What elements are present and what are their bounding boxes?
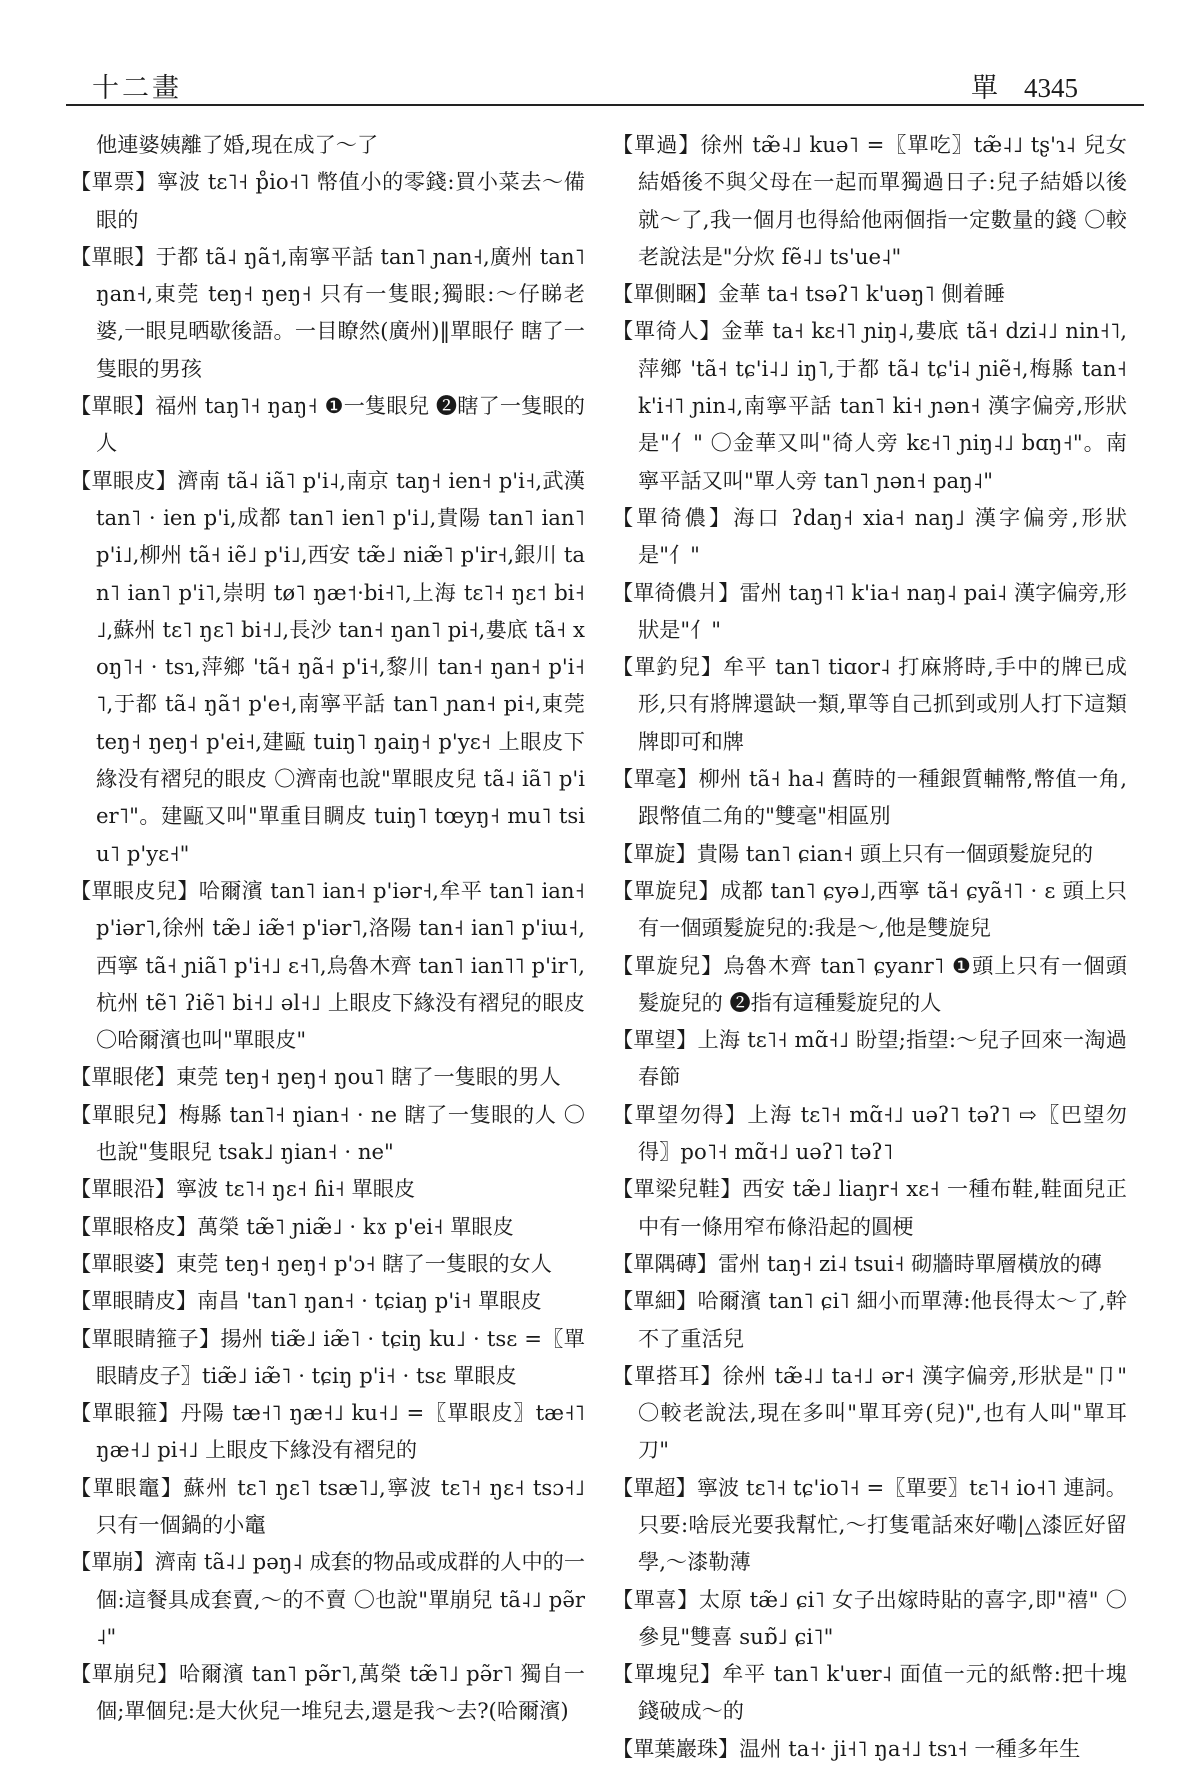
dictionary-entry: 【單望勿得】上海 tɛ˥˧ mɑ̃˧˩ uəʔ˥ təʔ˥ ⇨〖巴望勿得〗po˥˧ mɑ̃˧˩ uəʔ˥ təʔ˥ xyxy=(612,1101,1127,1165)
dictionary-entry: 【單隅磚】雷州 taŋ˧ zi˨ tsui˧ 砌牆時單層橫放的磚 xyxy=(612,1250,1102,1276)
dictionary-entry: 【單細】哈爾濱 tan˥ ɕi˥ 細小而單薄:他長得太～了,幹不了重活兒 xyxy=(612,1288,1127,1351)
dictionary-entry: 【單崩】濟南 tã˨˩ pəŋ˨ 成套的物品或成群的人中的一個:這餐具成套賣,～的不賣 〇也說"單崩兒 tã˨˩ pə̃r˨" xyxy=(70,1549,586,1649)
dictionary-entry: 【單過】徐州 tæ̃˨˩ kuə˥ =〖單吃〗tæ̃˨˩ tʂ'ɿ˨ 兒女結婚後不與父母在一起而單獨過日子:兒子結婚以後就～了,我一個月也得給他兩個指一定數量的錢 〇較老說法是"分炊 fẽ˨˩ ts'ue˨" xyxy=(612,132,1127,269)
dictionary-entry: 【單眼皮】濟南 tã˨ iã˥ p'i˨,南京 taŋ˧ ien˧ p'i˧,武漢 tan˥ · ien p'i,成都 tan˥ ien˥ p'i˩,貴陽 tan˥ ian˥ p'i˩,柳州 tã˧ iẽ˩ p'i˩,西安 tæ̃˩ niæ̃˥ p'ir˧,銀川 tan˥ ian˥ p'i˥,崇明 tø˥ ŋæ˦·bi˧˥,上海 tɛ˥˧ ŋɛ˦ bi˧˩,蘇州 tɛ˥ ŋɛ˥ bi˧˩,長沙 tan˧ ŋan˥ pi˧,婁底 tã˧ xoŋ˥˧ · tsɿ,萍鄉 'tã˧ ŋã˧ p'i˧,黎川 tan˧ ŋan˧ p'i˧˥,于都 tã˨ ŋã˦ p'e˧,南寧平話 tan˥ ɲan˧ pi˧,東莞 teŋ˧ ŋeŋ˧ p'ei˧,建甌 tuiŋ˥ ŋaiŋ˧ p'yɛ˧ 上眼皮下緣没有褶兒的眼皮 〇濟南也說"單眼皮兒 tã˨ iã˥ p'ier˥"。建甌又叫"單重目睭皮 tuiŋ˥ tœyŋ˧ mu˥ tsiu˥ p'yɛ˧" xyxy=(70,467,585,866)
dictionary-entry: 【單眼兒】梅縣 tan˥˧ ŋian˧ · ne 瞎了一隻眼的人 〇也說"隻眼兒 tsak˩ ŋian˧ · ne" xyxy=(70,1101,585,1165)
dictionary-entry: 【單超】寧波 tɛ˥˧ tɕ'io˥˧ =〖單要〗tɛ˥˧ io˧˥ 連詞。只要:啥辰光要我幫忙,～打隻電話來好嘞|△漆匠好留學,～漆勒薄 xyxy=(612,1474,1127,1575)
dictionary-entry: 【單梁兒鞋】西安 tæ̃˩ liaŋr˧ xɛ˧ 一種布鞋,鞋面兒正中有一條用窄布條沿起的圓梗 xyxy=(612,1176,1127,1239)
dictionary-entry: 【單側睏】金華 ta˧ tsəʔ˥ k'uəŋ˥ 側着睡 xyxy=(612,281,1006,307)
dictionary-entry: 【單票】寧波 tɛ˥˧ p̊io˧˥ 幣值小的零錢:買小菜去～備眼的 xyxy=(70,169,585,232)
dictionary-entry: 【單釣兒】牟平 tan˥ tiɑor˨ 打麻將時,手中的牌已成形,只有將牌還缺一類,單等自己抓到或別人打下這類牌即可和牌 xyxy=(612,654,1127,754)
dictionary-entry: 【單眼婆】東莞 teŋ˧ ŋeŋ˧ p'ɔ˧ 瞎了一隻眼的女人 xyxy=(70,1250,552,1276)
dictionary-entry: 【單旋兒】烏魯木齊 tan˥ ɕyanr˥ ❶頭上只有一個頭髮旋兒的 ❷指有這種髮旋兒的人 xyxy=(612,952,1127,1015)
dictionary-entry: 【單徛人】金華 ta˧ kɛ˧˥ ɲiŋ˨,婁底 tã˧ dzi˨˩ nin˧˥,萍鄉 'tã˧ tɕ'i˨˩ iŋ˥,于都 tã˨ tɕ'i˨ ɲiẽ˧,梅縣 tan˧ k'i˧˥ ɲin˨,南寧平話 tan˥ ki˧ ɲən˧ 漢字偏旁,形狀是"亻" 〇金華又叫"徛人旁 kɛ˧˥ ɲiŋ˨˩ bɑŋ˧"。南寧平話又叫"單人旁 tan˥ ɲən˧ paŋ˨" xyxy=(612,318,1127,493)
dictionary-entry: 【單眼睛皮】南昌 'tan˥ ŋan˧ · tɕiaŋ p'i˧ 單眼皮 xyxy=(70,1288,542,1314)
left-column xyxy=(70,126,586,1724)
dictionary-entry: 【單望】上海 tɛ˥˧ mɑ̃˧˩ 盼望;指望:～兒子回來一淘過春節 xyxy=(612,1027,1127,1090)
dictionary-entry: 【單喜】太原 tæ̃˩ ɕi˥ 女子出嫁時貼的喜字,即"禧" 〇參見"雙喜 suɒ̃˩ ɕi˥" xyxy=(612,1586,1127,1649)
dictionary-entry: 【單毫】柳州 tã˧ ha˨ 舊時的一種銀質輔幣,幣值一角,跟幣值二角的"雙毫"相區別 xyxy=(612,766,1127,829)
right-column xyxy=(612,126,1127,1761)
dictionary-entry: 【單眼】于都 tã˨ ŋã˦,南寧平話 tan˥ ɲan˧,廣州 tan˥ ŋan˧,東莞 teŋ˧ ŋeŋ˧ 只有一隻眼;獨眼:～仔睇老婆,一眼見晒歇後語。一目瞭然(廣州)‖單眼仔 瞎了一隻眼的男孩 xyxy=(70,243,585,381)
page-number: 4345 xyxy=(1024,73,1078,103)
dictionary-entry: 【單眼佬】東莞 teŋ˧ ŋeŋ˧ ŋou˥ 瞎了一隻眼的男人 xyxy=(70,1064,561,1090)
dictionary-entry: 【單旋兒】成都 tan˥ ɕyə˩,西寧 tã˧ ɕyã˧˥ · ɛ 頭上只有一個頭髮旋兒的:我是～,他是雙旋兒 xyxy=(612,877,1127,941)
dictionary-entry: 【單旋】貴陽 tan˥ ɕian˧ 頭上只有一個頭髮旋兒的 xyxy=(612,840,1094,866)
dictionary-entry: 他連婆姨離了婚,現在成了～了 xyxy=(96,132,379,157)
section-header: 十二畫 xyxy=(92,73,182,104)
dictionary-entry: 【單眼沿】寧波 tɛ˥˧ ŋɛ˧ ɦi˧ 單眼皮 xyxy=(70,1176,416,1202)
dictionary-entry: 【單眼竈】蘇州 tɛ˥ ŋɛ˥ tsæ˥˩,寧波 tɛ˥˧ ŋɛ˧ tsɔ˧˩ 只有一個鍋的小竈 xyxy=(70,1474,585,1537)
dictionary-entry: 【單眼箍】丹陽 tæ˧˥ ŋæ˧˩ ku˧˩ =〖單眼皮〗tæ˧˥ ŋæ˧˩ pi˧˩ 上眼皮下緣没有褶兒的 xyxy=(70,1400,585,1463)
dictionary-entry: 【單徛儂爿】雷州 taŋ˧˥ k'ia˧ naŋ˨ pai˨ 漢字偏旁,形狀是"亻" xyxy=(612,579,1127,642)
dictionary-entry: 【單眼睛箍子】揚州 tiæ̃˩ iæ̃˥ · tɕiŋ ku˩ · tsɛ =〖單眼睛皮子〗tiæ̃˩ iæ̃˥ · tɕiŋ p'i˧ · tsɛ 單眼皮 xyxy=(70,1325,585,1388)
dictionary-entry: 【單搭耳】徐州 tæ̃˨˩ ta˧˩ ər˧ 漢字偏旁,形狀是"卩" 〇較老說法,現在多叫"單耳旁(兒)",也有人叫"單耳刀" xyxy=(612,1362,1127,1463)
dictionary-entry: 【單塊兒】牟平 tan˥ k'uɐr˨ 面值一元的紙幣:把十塊錢破成～的 xyxy=(612,1661,1127,1724)
dictionary-entry: 【單眼格皮】萬榮 tæ̃˥ ɲiæ̃˩ · kɤ p'ei˧ 單眼皮 xyxy=(70,1213,514,1239)
dictionary-entry: 【單崩兒】哈爾濱 tan˥ pə̃r˥,萬榮 tæ̃˥˩ pə̃r˥ 獨自一個;單個兒:是大伙兒一堆兒去,還是我～去?(哈爾濱) xyxy=(70,1661,585,1724)
dictionary-entry: 【單眼皮兒】哈爾濱 tan˥ ian˧ p'iər˧,牟平 tan˥ ian˧ p'iər˥,徐州 tæ̃˩ iæ̃˦ p'iər˥,洛陽 tan˧ ian˥ p'iɯ˧,西寧 tã˧ ɲiã˥ p'i˧˩ ɛ˧˥,烏魯木齊 tan˥ ian˥˥ p'ir˥,杭州 tẽ˥ ʔiẽ˥ bi˧˩ əl˧˩ 上眼皮下緣没有褶兒的眼皮 〇哈爾濱也叫"單眼皮" xyxy=(70,877,585,1053)
header-rule xyxy=(66,104,1144,106)
header-character: 單 xyxy=(971,73,998,104)
dictionary-entry: 【單眼】福州 taŋ˥˧ ŋaŋ˧ ❶一隻眼兒 ❷瞎了一隻眼的人 xyxy=(70,393,585,456)
page-header xyxy=(971,66,1078,105)
dictionary-entry: 【單徛儂】海口 ʔdaŋ˧ xia˧ naŋ˩ 漢字偏旁,形狀是"亻" xyxy=(612,504,1127,568)
dictionary-entry: 【單葉巖珠】温州 ta˧· ji˧˥ ŋa˧˩ tsɿ˧ 一種多年生 xyxy=(612,1735,1081,1761)
